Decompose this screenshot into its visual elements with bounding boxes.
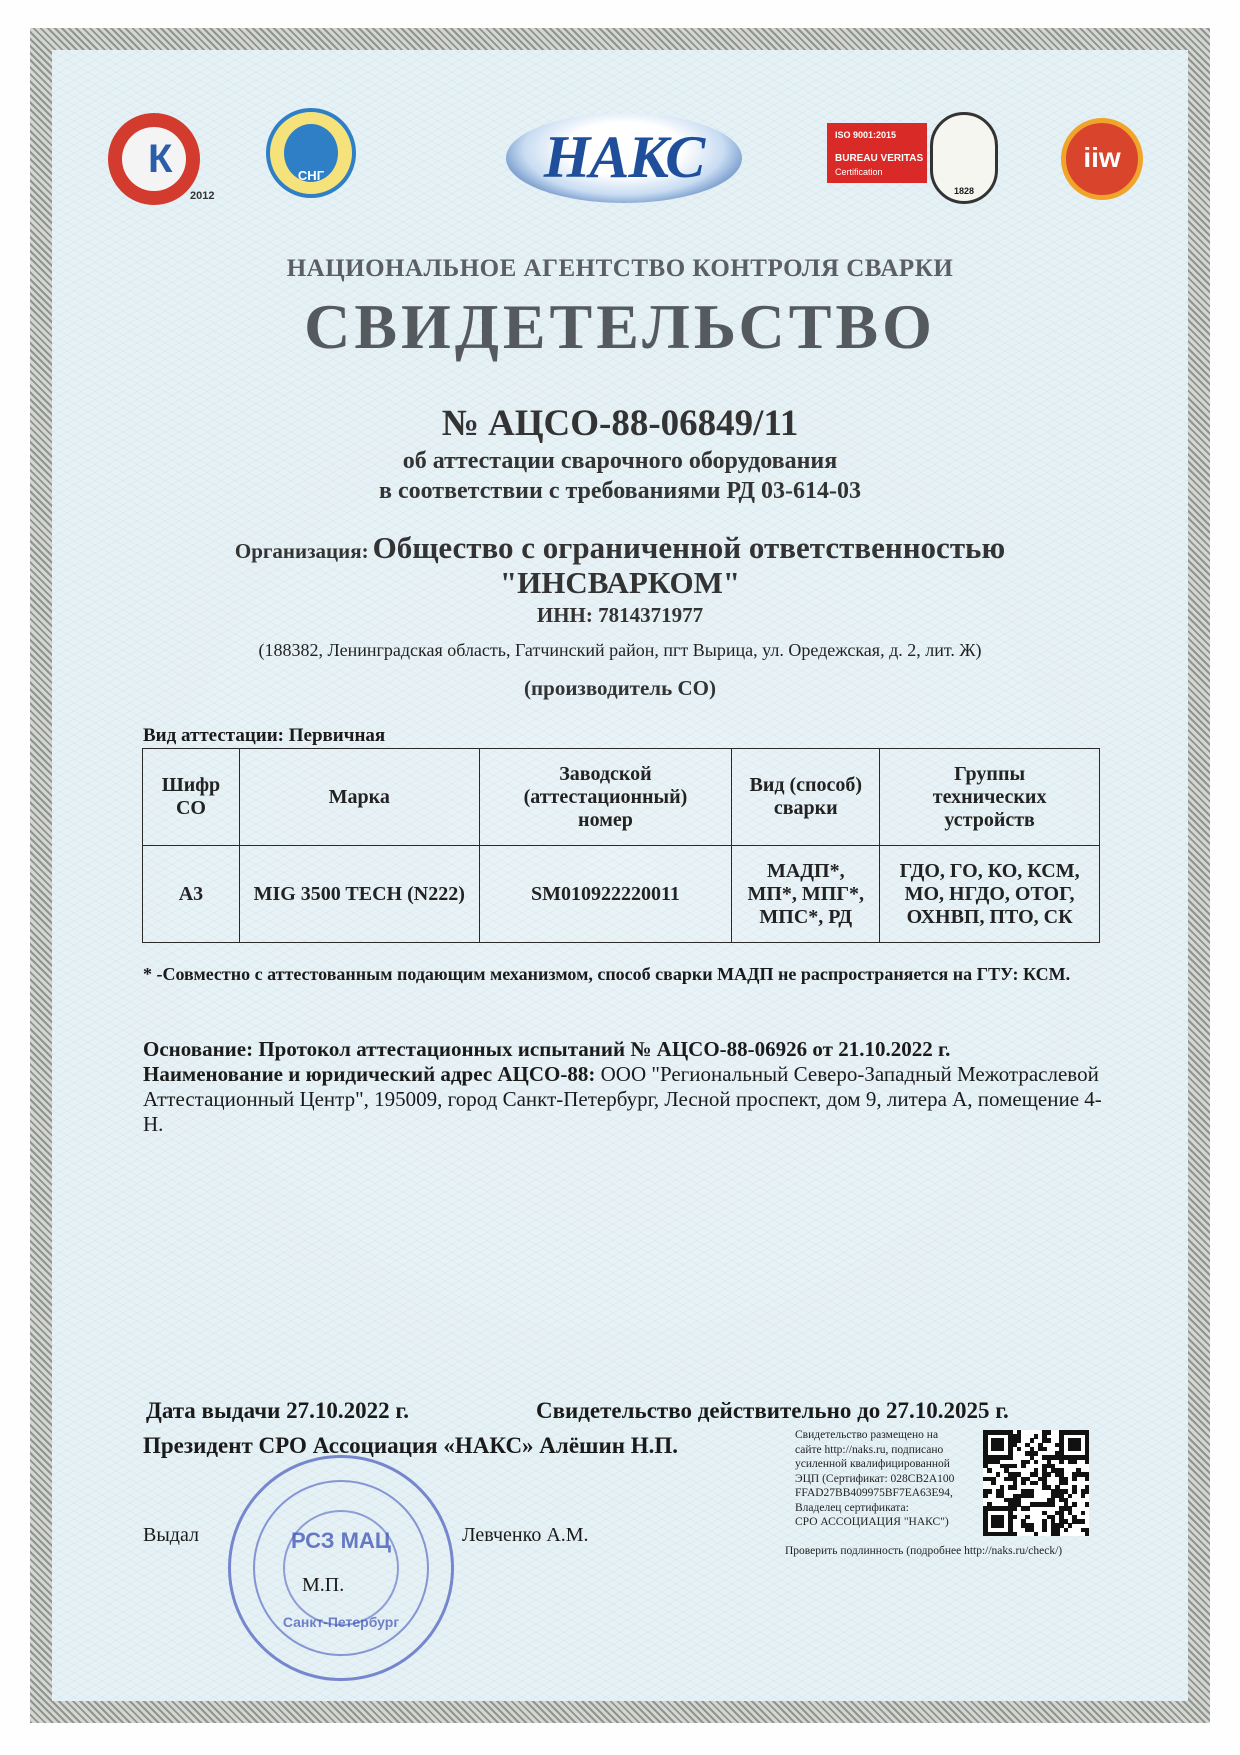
official-stamp <box>228 1455 454 1681</box>
naks-logo <box>506 113 742 203</box>
basis-block <box>143 1037 1103 1137</box>
qr-module <box>1000 1523 1005 1528</box>
organization-label: Организация: <box>234 539 369 563</box>
qr-module <box>1055 1532 1060 1537</box>
organization-name-2: "ИНСВАРКОМ" <box>499 565 741 600</box>
qr-module <box>1030 1438 1035 1443</box>
header-method: Вид (способ) сварки <box>732 749 880 846</box>
qr-module <box>1042 1447 1047 1452</box>
header-code: Шифр СО <box>143 749 240 846</box>
qr-module <box>1025 1460 1030 1465</box>
qr-module <box>987 1489 992 1494</box>
cell-method: МАДП*, МП*, МПГ*, МПС*, РД <box>732 846 880 943</box>
iiw-logo-label: iiw <box>1083 142 1121 173</box>
qr-module <box>1013 1532 1018 1537</box>
qr-module <box>1059 1460 1064 1465</box>
qr-module <box>1025 1515 1030 1520</box>
qr-module <box>1013 1485 1018 1490</box>
qr-module <box>1085 1502 1090 1507</box>
issued-label: Выдал <box>143 1524 199 1546</box>
qr-module <box>1072 1477 1077 1482</box>
esig-line: Владелец сертификата: <box>795 1501 909 1514</box>
qr-module <box>983 1494 988 1499</box>
organization-address: (188382, Ленинградская область, Гатчинский район, пгт Вырица, ул. Оредежская, д. 2, лит. Ж) <box>258 640 982 660</box>
dates-line <box>146 1398 1106 1424</box>
esig-line: FFAD27BB409975BF7EA63E94, <box>795 1487 953 1499</box>
bv-name: BUREAU VERITAS <box>835 153 924 164</box>
qr-module <box>1017 1447 1022 1452</box>
qr-module <box>1000 1447 1005 1452</box>
attestation-center <box>143 1062 1103 1137</box>
qr-module <box>1081 1519 1086 1524</box>
qr-module <box>996 1472 1001 1477</box>
organization-inn: ИНН: 7814371977 <box>536 603 704 627</box>
cell-serial: SM010922220011 <box>479 846 732 943</box>
qr-module <box>1076 1447 1081 1452</box>
esig-line: ЭЦП (Сертификат: 028CB2A100 <box>795 1472 955 1485</box>
qr-module <box>1068 1494 1073 1499</box>
iiw-logo <box>1061 118 1143 200</box>
attestation-type: Вид аттестации: Первичная <box>143 725 386 746</box>
valid-until: Свидетельство действительно до 27.10.2025 г. <box>536 1398 1009 1423</box>
qr-module <box>1034 1481 1039 1486</box>
seal-place: М.П. <box>302 1574 345 1596</box>
bureau-veritas-logo <box>827 123 927 183</box>
qr-module <box>1064 1481 1069 1486</box>
qr-module <box>1072 1502 1077 1507</box>
header-groups: Группы технических устройств <box>880 749 1100 846</box>
subtitle-line-2: в соответствии с требованиями РД 03-614-03 <box>378 478 862 504</box>
subtitle-line-1: об аттестации сварочного оборудования <box>402 448 838 474</box>
bureau-veritas-seal <box>930 112 998 204</box>
qr-module <box>1030 1494 1035 1499</box>
qr-module <box>1025 1506 1030 1511</box>
table-header-row <box>143 749 1100 846</box>
naks-logo-label: НАКС <box>543 124 705 190</box>
organization-role: (производитель СО) <box>524 676 716 700</box>
stamp-center-text: РСЗ МАЦ <box>291 1528 391 1553</box>
issue-date: Дата выдачи 27.10.2022 г. <box>146 1398 409 1423</box>
bv-sub: Certification <box>835 167 883 177</box>
quality-mark-logo <box>108 113 200 205</box>
qr-module <box>1013 1515 1018 1520</box>
quality-mark-letter: К <box>148 137 173 181</box>
qr-module <box>1047 1438 1052 1443</box>
attestation-center-value: ООО "Региональный Северо-Западный Межотраслевой Аттестационный Центр", 195009, город Санкт-Петербург, Лесной проспект, дом 9, литера А, помещение 4-Н. <box>143 1062 1102 1136</box>
qr-module <box>1034 1532 1039 1537</box>
organization-name-1: Общество с ограниченной ответственностью <box>372 530 1006 565</box>
qr-module <box>1017 1438 1022 1443</box>
certificate-number: № АЦСО-88-06849/11 <box>441 403 799 444</box>
basis-protocol: Основание: Протокол аттестационных испытаний № АЦСО-88-06926 от 21.10.2022 г. <box>143 1037 951 1061</box>
president-signature: Президент СРО Ассоциация «НАКС» Алёшин Н.П. <box>143 1433 678 1458</box>
header-serial: Заводской (аттестационный) номер <box>479 749 732 846</box>
esig-line: СРО АССОЦИАЦИЯ "НАКС") <box>795 1516 949 1528</box>
qr-module <box>1072 1489 1077 1494</box>
qr-module <box>1042 1528 1047 1533</box>
qr-module <box>1008 1455 1013 1460</box>
equipment-table <box>142 748 1100 943</box>
cell-code: А3 <box>143 846 240 943</box>
qr-module <box>1034 1460 1039 1465</box>
qr-module <box>1034 1451 1039 1456</box>
iso-label: ISO 9001:2015 <box>835 130 897 140</box>
qr-module <box>1021 1464 1026 1469</box>
qr-module <box>1034 1434 1039 1439</box>
electronic-signature-note <box>785 1428 1063 1557</box>
qr-module <box>1051 1502 1056 1507</box>
cis-logo-label: СНГ <box>297 168 325 183</box>
qr-module <box>1021 1481 1026 1486</box>
agency-name: НАЦИОНАЛЬНОЕ АГЕНТСТВО КОНТРОЛЯ СВАРКИ <box>286 255 954 282</box>
cell-brand: MIG 3500 TECH (N222) <box>239 846 479 943</box>
issued-name: Левченко А.М. <box>462 1524 589 1546</box>
qr-module <box>1085 1477 1090 1482</box>
qr-module <box>1081 1511 1086 1516</box>
bv-seal-year: 1828 <box>953 186 975 196</box>
verify-link[interactable]: Проверить подлинность (подробнее http://naks.ru/check/) <box>785 1545 1063 1557</box>
organization-line <box>0 530 1240 566</box>
qr-module <box>1085 1489 1090 1494</box>
document-title: СВИДЕТЕЛЬСТВО <box>304 291 936 362</box>
stamp-city: Санкт-Петербург <box>282 1614 400 1630</box>
qr-module <box>1085 1532 1090 1537</box>
footnote: * -Совместно с аттестованным подающим механизмом, способ сварки МАДП не распространяется на ГТУ: КСМ. <box>143 964 1071 984</box>
qr-module <box>1068 1523 1073 1528</box>
qr-module <box>1047 1472 1052 1477</box>
qr-code[interactable] <box>983 1430 1089 1536</box>
esig-line: Свидетельство размещено на <box>795 1429 939 1441</box>
qr-module <box>1072 1460 1077 1465</box>
qr-module <box>1064 1528 1069 1533</box>
quality-mark-year: 2012 <box>190 190 215 202</box>
qr-module <box>991 1481 996 1486</box>
table-row <box>143 846 1100 943</box>
qr-module <box>1047 1430 1052 1435</box>
attestation-center-label: Наименование и юридический адрес АЦСО-88: <box>143 1062 596 1086</box>
header-brand: Марка <box>239 749 479 846</box>
cell-groups: ГДО, ГО, КО, КСМ, МО, НГДО, ОТОГ, ОХНВП, ПТО, СК <box>880 846 1100 943</box>
esig-line: усиленной квалифицированной <box>795 1458 950 1470</box>
qr-module <box>1081 1494 1086 1499</box>
qr-module <box>987 1468 992 1473</box>
esig-line: сайте http://naks.ru, подписано <box>795 1443 944 1456</box>
cis-logo <box>266 108 356 198</box>
qr-module <box>1013 1506 1018 1511</box>
qr-module <box>1085 1460 1090 1465</box>
qr-module <box>1013 1464 1018 1469</box>
